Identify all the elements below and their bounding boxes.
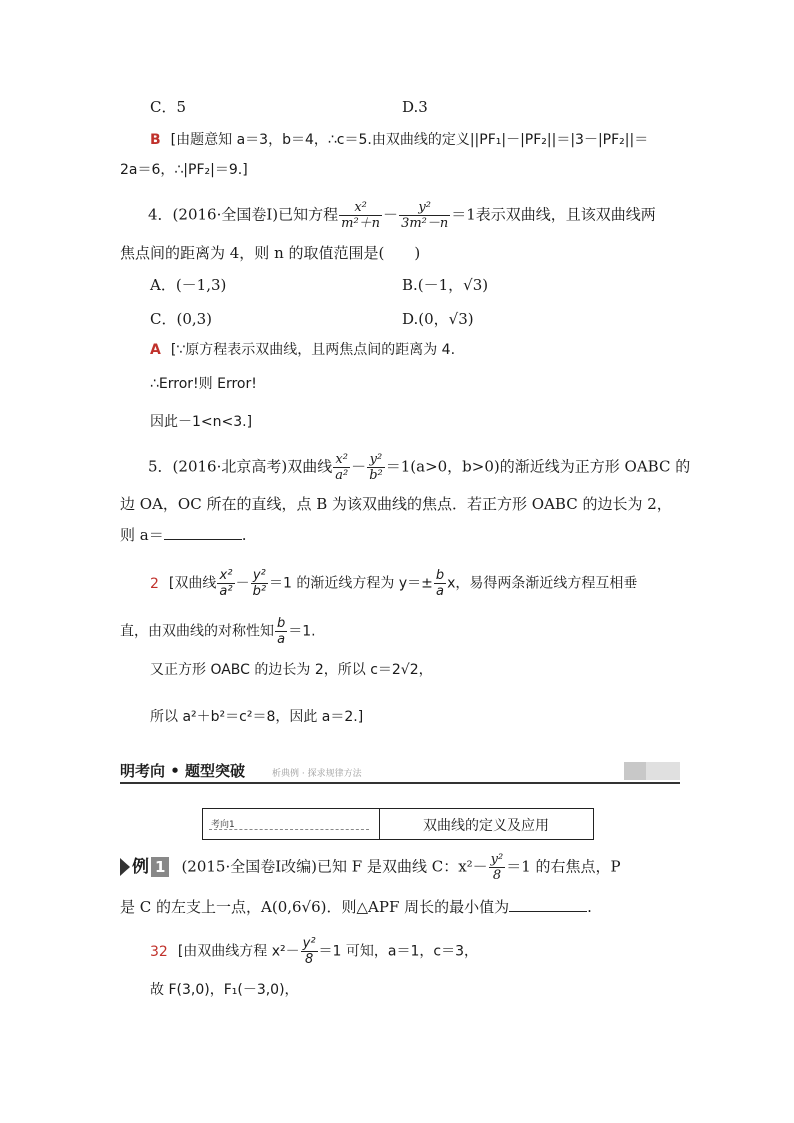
q5-stem-line3: 则 a＝ . bbox=[120, 526, 247, 544]
q5-fraction-2 bbox=[367, 452, 385, 483]
q5-answer-post: x，易得两条渐近线方程互相垂 bbox=[447, 575, 638, 592]
example1-frac-den: 8 bbox=[492, 868, 502, 883]
q5-answer-blank bbox=[164, 525, 242, 540]
q5-stem-line2: 边 OA，OC 所在的直线，点 B 为该双曲线的焦点．若正方形 OABC 的边长为 2， bbox=[120, 495, 672, 513]
q5-ans-f3-den: a bbox=[436, 584, 444, 599]
q4-suffix: ＝1表示双曲线，且该双曲线两 bbox=[451, 205, 656, 224]
q4-answer-key: A bbox=[150, 342, 161, 358]
example1-answer-line2: 故 F(3,0)，F₁(－3,0)， bbox=[150, 982, 299, 998]
q3-answer-line1 bbox=[150, 130, 648, 150]
example1-answer-line1 bbox=[150, 936, 478, 967]
q4-frac2-num: y² bbox=[399, 200, 450, 216]
example-label: 例 bbox=[132, 856, 149, 877]
example-badge bbox=[120, 857, 169, 877]
q5-fraction-1 bbox=[333, 452, 350, 483]
topic-box bbox=[202, 808, 594, 840]
q4-answer-line2: ∴Error!则 Error! bbox=[150, 376, 257, 392]
q5-answer-pre: [双曲线 bbox=[168, 575, 217, 592]
example1-ans-frac-num: y² bbox=[302, 936, 316, 951]
q4-fraction-2 bbox=[399, 200, 450, 231]
example1-post: ＝1 的右焦点，P bbox=[506, 857, 621, 876]
q5-answer-line3: 又正方形 OABC 的边长为 2，所以 c＝2√2， bbox=[150, 662, 433, 678]
topic-tag: 考向1 bbox=[211, 820, 235, 830]
q5-suffix: ＝1(a>0，b>0)的渐近线为正方形 OABC 的 bbox=[385, 457, 691, 476]
q5-stem-line3-text: 则 a＝ bbox=[120, 526, 164, 544]
example1-ans-frac-den: 8 bbox=[304, 952, 314, 967]
q5-ans-frac-3 bbox=[434, 568, 446, 599]
q4-option-b: B.(－1，√3) bbox=[402, 276, 489, 294]
example1-frac-num: y² bbox=[490, 852, 504, 867]
q4-frac1-num: x² bbox=[339, 200, 382, 216]
example1-answer-blank bbox=[509, 897, 587, 912]
q5-ans-frac-2 bbox=[251, 568, 268, 599]
example1-answer-key: 32 bbox=[150, 943, 168, 960]
example1-line2 bbox=[120, 897, 592, 917]
q5-ans-frac-1 bbox=[217, 568, 234, 599]
q4-option-c: C．(0,3) bbox=[150, 310, 213, 328]
q5-ans-f4-num: b bbox=[277, 616, 286, 631]
example1-line2-end: . bbox=[587, 898, 592, 916]
example1-fraction bbox=[489, 852, 506, 883]
q5-frac2-num: y² bbox=[367, 452, 385, 468]
example-number: 1 bbox=[151, 857, 169, 877]
example1-answer-post: ＝1 可知，a＝1，c＝3， bbox=[318, 943, 478, 960]
q4-stem-line1 bbox=[148, 200, 656, 231]
section-title: 明考向 • 题型突破 bbox=[120, 762, 246, 780]
example1-answer-fraction bbox=[301, 936, 318, 967]
section-header-bar bbox=[120, 760, 680, 784]
example1-line1 bbox=[120, 852, 621, 883]
example1-pre: (2015·全国卷Ⅰ改编)已知 F 是双曲线 C：x²－ bbox=[181, 857, 488, 876]
section-bar-decoration-light bbox=[646, 762, 680, 780]
q5-ans-f4-den: a bbox=[277, 632, 286, 647]
q5-ans-f1-den: a² bbox=[219, 584, 233, 599]
q5-ans-f1-num: x² bbox=[217, 568, 234, 584]
q4-frac2-den: 3m²－n bbox=[401, 216, 449, 231]
q5-stem-line1 bbox=[148, 452, 690, 483]
triangle-icon bbox=[120, 858, 130, 876]
q5-answer-line2-pre: 直，由双曲线的对称性知 bbox=[120, 623, 274, 640]
q4-prefix: 4．(2016·全国卷Ⅰ)已知方程 bbox=[148, 205, 339, 224]
q3-answer-key: B bbox=[150, 132, 161, 148]
q3-option-c: C．5 bbox=[150, 98, 187, 116]
q5-ans-f2-den: b² bbox=[252, 584, 267, 599]
q4-answer-line3: 因此－1<n<3.] bbox=[150, 414, 253, 430]
topic-tag-cell bbox=[203, 809, 380, 839]
q4-stem-line2: 焦点间的距离为 4，则 n 的取值范围是( ) bbox=[120, 244, 421, 262]
q4-minus: － bbox=[383, 205, 399, 224]
q5-answer-mid: ＝1 的渐近线方程为 y＝± bbox=[269, 575, 433, 592]
q5-frac1-den: a² bbox=[335, 468, 349, 483]
q4-answer-line1 bbox=[150, 340, 455, 360]
q5-frac1-num: x² bbox=[333, 452, 350, 468]
q5-answer-line2-post: ＝1. bbox=[288, 623, 316, 640]
q4-option-a: A．(－1,3) bbox=[150, 276, 227, 294]
q5-ans-f2-num: y² bbox=[251, 568, 268, 584]
q5-answer-line1: 2 [双曲线 $\frac{\text{x²}}{\text{a²}}$ － $\frac{\text{y²}}{\text{b²}}$ ＝1 的渐近线方程为 y＝± $\frac{b}{a}$ x，易得两条渐近线方程互相垂 bbox=[150, 568, 638, 599]
q5-ans-frac-4 bbox=[275, 616, 287, 647]
q3-answer-text1: [由题意知 a＝3，b＝4，∴c＝5.由双曲线的定义||PF₁|－|PF₂||＝|3－|PF₂||＝ bbox=[170, 132, 649, 148]
q4-option-d: D.(0，√3) bbox=[402, 310, 474, 328]
example1-line2-text: 是 C 的左支上一点，A(0,6√6)．则△APF 周长的最小值为 bbox=[120, 898, 510, 916]
q4-answer-text1: [∵原方程表示双曲线，且两焦点间的距离为 4. bbox=[170, 342, 456, 358]
q5-answer-line4: 所以 a²＋b²＝c²＝8，因此 a＝2.] bbox=[150, 709, 364, 725]
topic-title: 双曲线的定义及应用 bbox=[423, 818, 549, 834]
q5-prefix: 5．(2016·北京高考)双曲线 bbox=[148, 457, 333, 476]
q3-option-d: D.3 bbox=[402, 98, 428, 116]
q5-answer-line2 bbox=[120, 616, 316, 647]
topic-tag-underline bbox=[209, 829, 369, 830]
q5-frac2-den: b² bbox=[369, 468, 383, 483]
q4-frac1-den: m²＋n bbox=[341, 216, 381, 231]
q4-fraction-1 bbox=[339, 200, 382, 231]
q5-answer-key: 2 bbox=[150, 575, 159, 592]
q3-answer-line2: 2a＝6，∴|PF₂|＝9.] bbox=[120, 162, 248, 178]
section-subtitle: 析典例 · 探求规律方法 bbox=[272, 769, 362, 779]
q5-minus: － bbox=[351, 457, 367, 476]
example1-answer-pre: [由双曲线方程 x²－ bbox=[177, 943, 300, 960]
q5-ans-f3-num: b bbox=[435, 568, 445, 583]
